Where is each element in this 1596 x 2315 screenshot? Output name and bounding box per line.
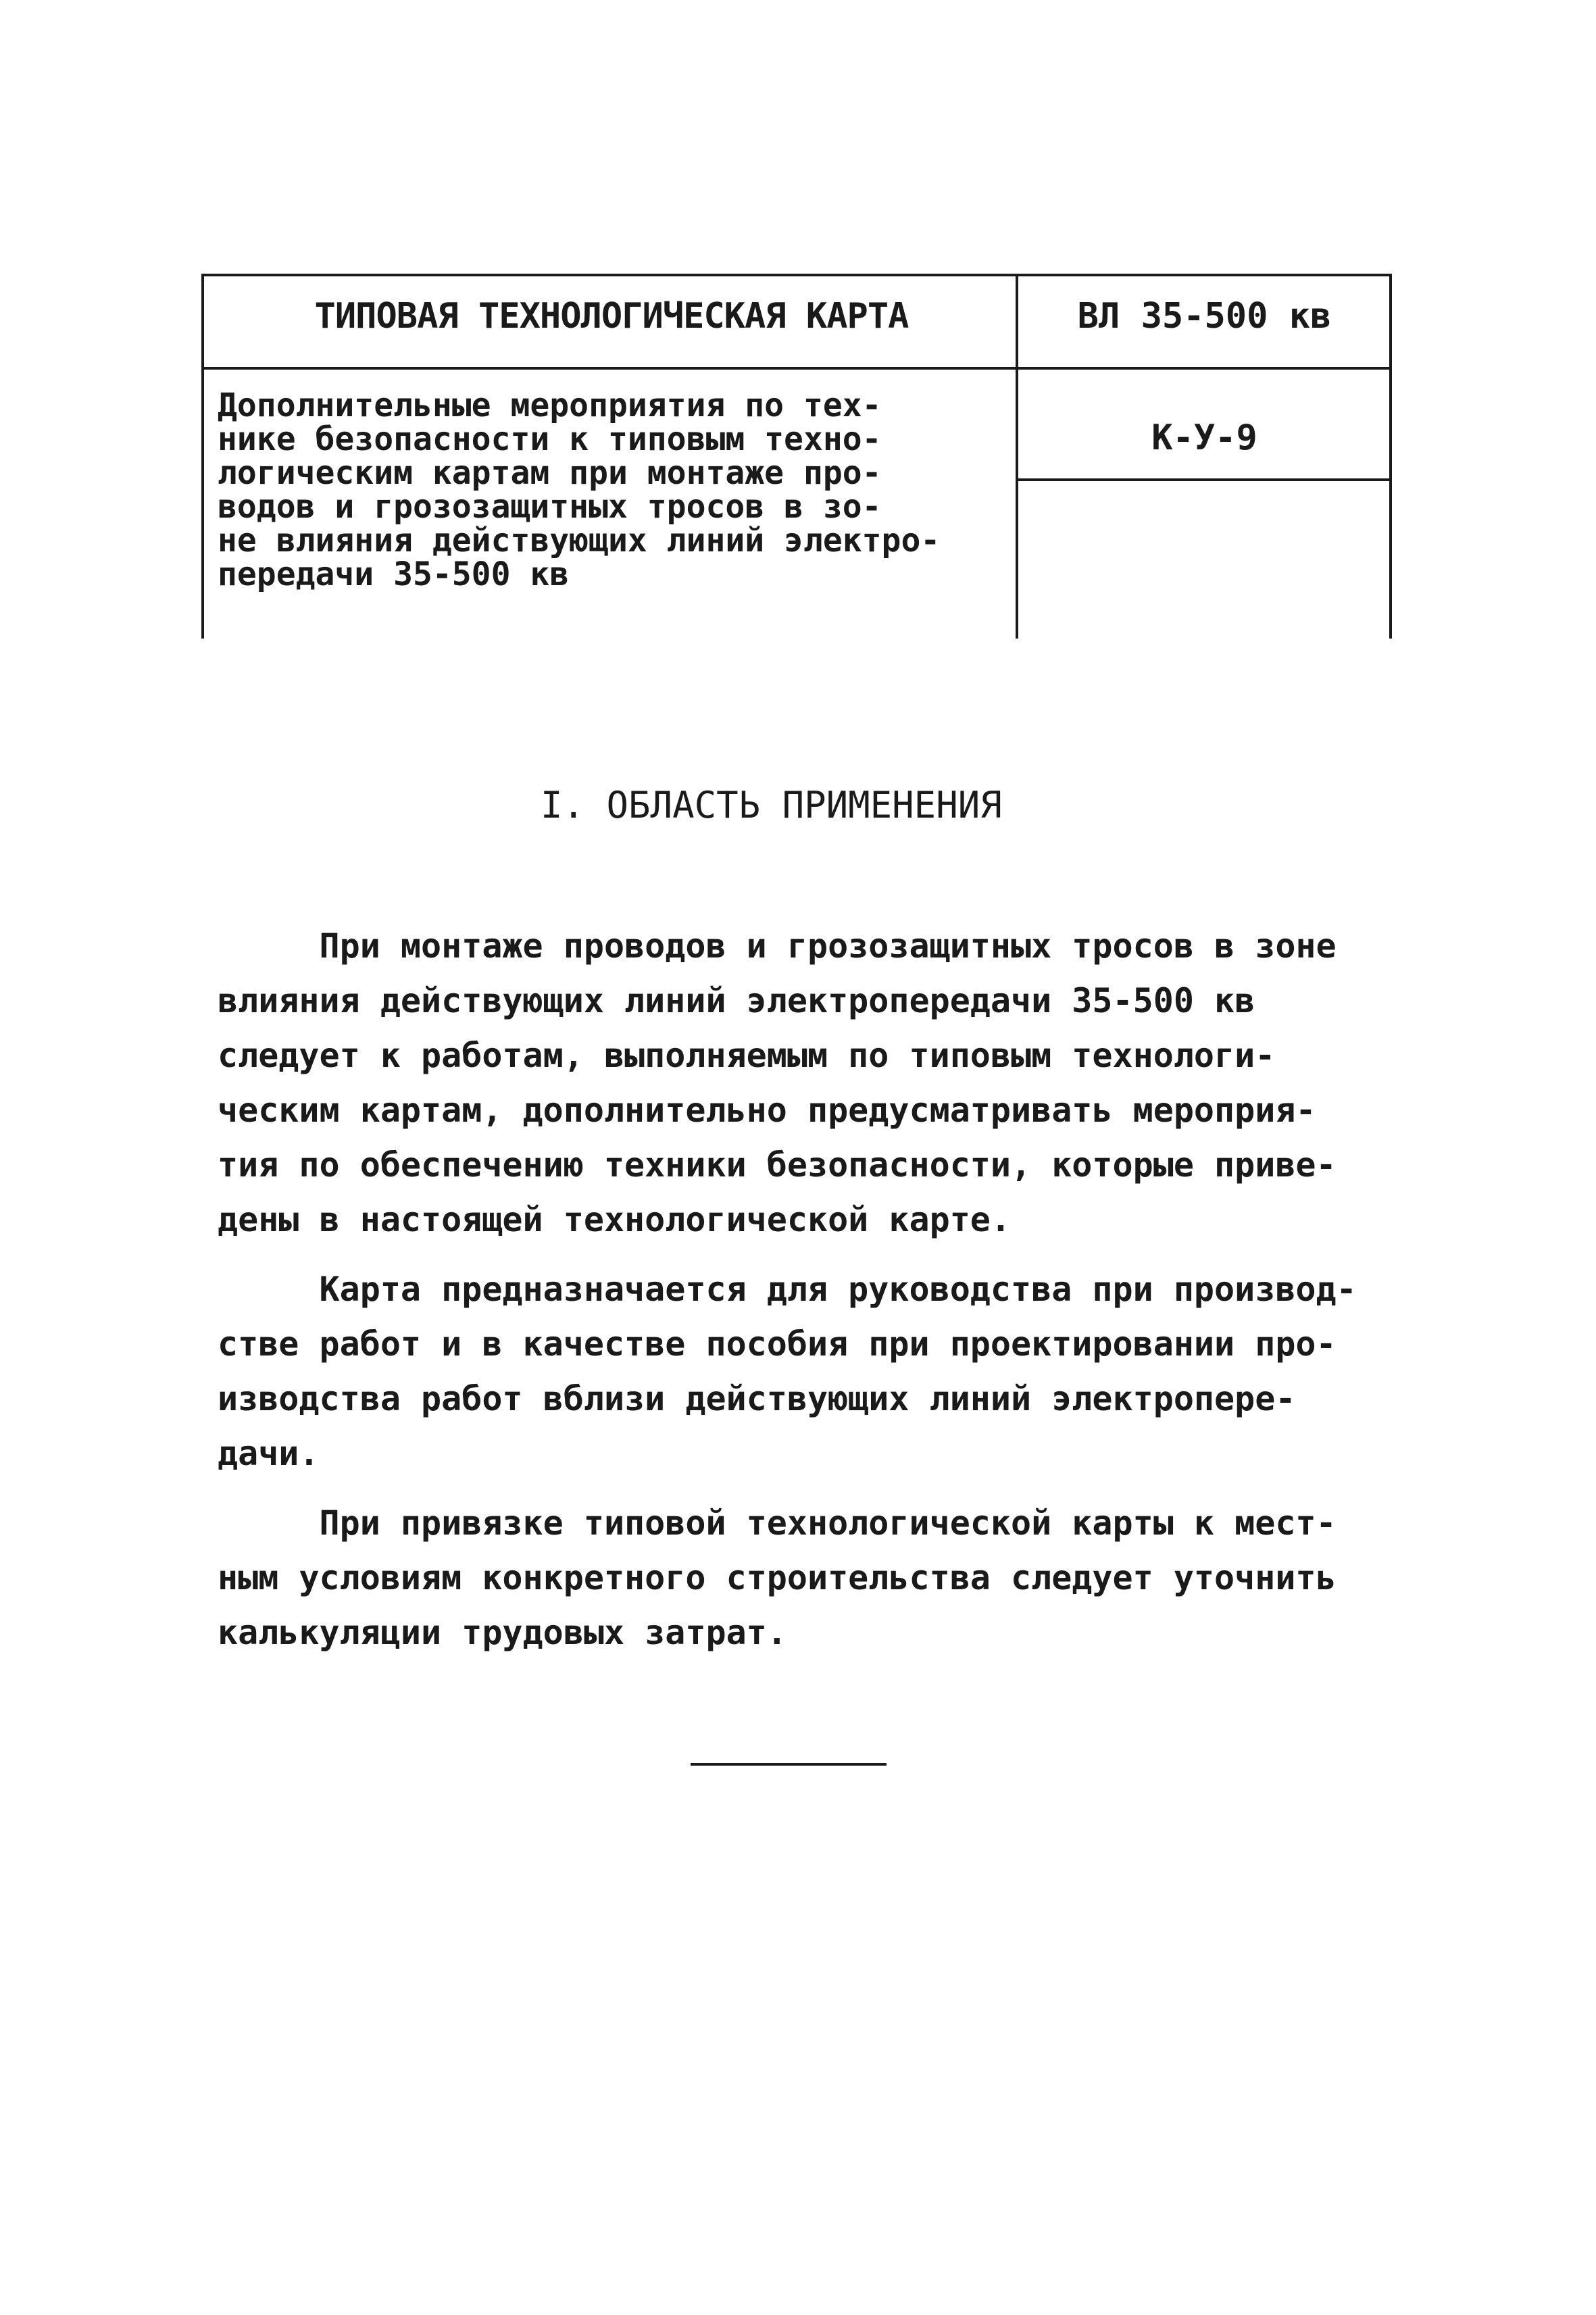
table-border-left xyxy=(201,274,204,639)
paragraph xyxy=(218,1496,1427,1660)
table-row-divider xyxy=(201,367,1392,370)
paragraph-line: тия по обеспечению техники безопасности, которые приве- xyxy=(218,1145,1337,1185)
card-type-title: ТИПОВАЯ ТЕХНОЛОГИЧЕСКАЯ КАРТА xyxy=(314,296,909,337)
card-number: К-У-9 xyxy=(1151,418,1257,458)
paragraph-line: При привязке типовой технологической карты к мест- xyxy=(218,1503,1337,1543)
paragraph-line: ческим картам, дополнительно предусматривать мероприя- xyxy=(218,1091,1316,1130)
table-cell-divider xyxy=(1017,478,1392,481)
paragraph-line: калькуляции трудовых затрат. xyxy=(218,1613,787,1652)
paragraph-line: Карта предназначается для руководства при производ- xyxy=(218,1270,1357,1309)
paragraph-line: ным условиям конкретного строительства следует уточнить xyxy=(218,1558,1337,1597)
section-body xyxy=(218,919,1427,1675)
description-line: логическим картам при монтаже про- xyxy=(218,454,882,492)
paragraph-line: влияния действующих линий электропередачи 35-500 кв xyxy=(218,981,1255,1020)
description-line: не влияния действующих линий электро- xyxy=(218,522,941,559)
paragraph-line: дачи. xyxy=(218,1434,320,1473)
paragraph-line: изводства работ вблизи действующих линий электропере- xyxy=(218,1379,1296,1418)
footer-divider xyxy=(691,1763,887,1766)
description-line: водов и грозозащитных тросов в зо- xyxy=(218,488,882,526)
paragraph-line: При монтаже проводов и грозозащитных тросов в зоне xyxy=(218,926,1337,966)
paragraph xyxy=(218,919,1427,1247)
paragraph xyxy=(218,1262,1427,1481)
paragraph-line: стве работ и в качестве пособия при проектировании про- xyxy=(218,1324,1337,1364)
description-line: передачи 35-500 кв xyxy=(218,555,570,593)
paragraph-line: дены в настоящей технологической карте. xyxy=(218,1200,1011,1239)
paragraph-line: следует к работам, выполняемым по типовым технологи- xyxy=(218,1036,1276,1075)
description-line: Дополнительные мероприятия по тех- xyxy=(218,387,882,424)
section-heading: I. ОБЛАСТЬ ПРИМЕНЕНИЯ xyxy=(541,784,1002,826)
table-border-top xyxy=(201,274,1392,276)
card-description xyxy=(218,389,1015,591)
voltage-class-code: ВЛ 35-500 кв xyxy=(1077,296,1332,337)
description-line: нике безопасности к типовым техно- xyxy=(218,420,882,458)
